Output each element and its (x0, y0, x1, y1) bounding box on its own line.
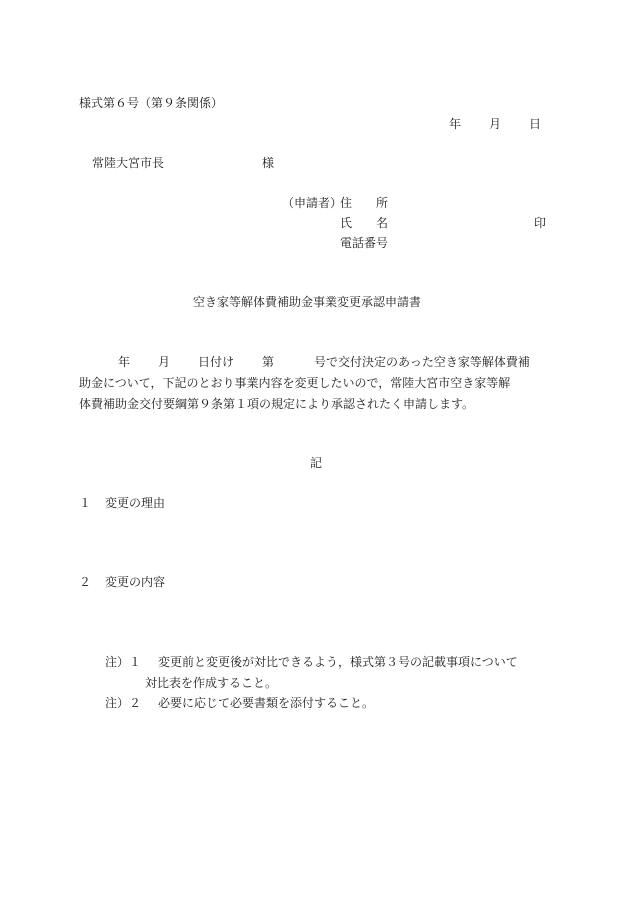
date-day-label: 日 (529, 117, 542, 131)
body-month-label: 月 (158, 355, 171, 369)
ki-heading: 記 (310, 456, 323, 470)
date-month-label: 月 (489, 117, 502, 131)
note-prefix: 注）１ (105, 655, 142, 669)
addressee-honorific: 様 (262, 156, 275, 170)
applicant-name-label: 氏 名 (340, 216, 389, 230)
body-day-label: 日付け (198, 355, 235, 369)
item-label: 変更の理由 (105, 496, 166, 510)
note-prefix: 注）２ (105, 696, 142, 710)
applicant-address-label: 住 所 (340, 196, 389, 210)
applicant-label: （申請者） (282, 196, 343, 210)
body-year-label: 年 (118, 355, 131, 369)
body-line3-text: 体費補助金交付要綱第９条第１項の規定により承認されたく申請します。 (79, 397, 475, 411)
addressee-name: 常陸大宮市長 (92, 156, 165, 170)
body-line2-text: 助金について，下記のとおり事業内容を変更したいので，常陸大宮市空き家等解 (79, 376, 511, 390)
note-line: 対比表を作成すること。 (145, 676, 278, 690)
item-number: １ (79, 496, 92, 510)
note-line: 必要に応じて必要書類を添付すること。 (158, 696, 375, 710)
date-year-label: 年 (449, 117, 462, 131)
item-number: ２ (79, 575, 92, 589)
body-number-prefix: 第 (262, 355, 275, 369)
note-line: 変更前と変更後が対比できるよう，様式第３号の記載事項について (158, 655, 518, 669)
form-number: 様式第６号（第９条関係） (79, 96, 224, 110)
seal-mark: 印 (534, 216, 547, 230)
applicant-phone-label: 電話番号 (340, 236, 389, 250)
document-title: 空き家等解体費補助金事業変更承認申請書 (193, 295, 422, 309)
item-label: 変更の内容 (105, 575, 166, 589)
body-line1-text: 号で交付決定のあった空き家等解体費補 (314, 355, 530, 369)
